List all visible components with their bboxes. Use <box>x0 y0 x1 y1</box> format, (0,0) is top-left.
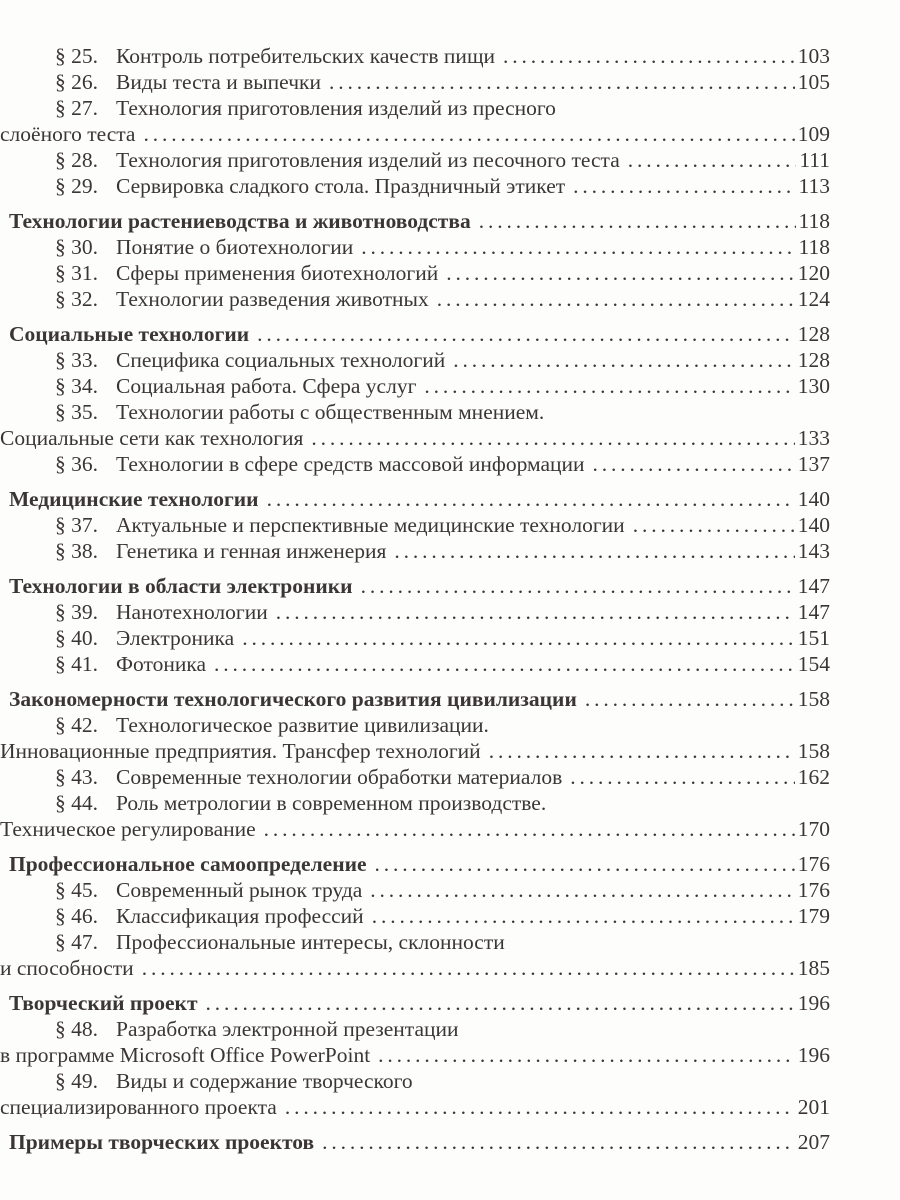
entry-title: Технологии разведения животных <box>116 287 429 311</box>
toc-entry[interactable] <box>0 425 900 451</box>
paragraph-number: § 32. <box>55 287 98 311</box>
dot-leader <box>570 764 795 790</box>
dot-leader <box>394 538 794 564</box>
paragraph-number: § 38. <box>55 539 98 563</box>
dot-leader <box>633 512 795 538</box>
paragraph-number: § 39. <box>55 600 98 624</box>
paragraph-number: § 47. <box>55 930 98 954</box>
dot-leader <box>489 738 795 764</box>
page-number: 140 <box>797 487 830 511</box>
toc-entry[interactable] <box>0 1016 900 1042</box>
entry-title: Социальные технологии <box>9 322 250 346</box>
toc-entry[interactable] <box>0 599 900 625</box>
toc-entry[interactable] <box>0 373 900 399</box>
entry-title: Технологии работы с общественным мнением. <box>116 400 545 424</box>
page-number: 130 <box>797 374 830 398</box>
paragraph-number: § 40. <box>55 626 98 650</box>
paragraph-number: § 46. <box>55 904 98 928</box>
paragraph-number: § 30. <box>55 235 98 259</box>
dot-leader <box>503 43 795 69</box>
entry-title: Фотоника <box>116 652 206 676</box>
dot-leader <box>361 573 795 599</box>
entry-title: Технология приготовления изделий из песочного теста <box>116 148 620 172</box>
page-number: 128 <box>797 348 830 372</box>
toc-section-heading[interactable] <box>0 990 900 1016</box>
entry-title: Социальная работа. Сфера услуг <box>116 374 417 398</box>
entry-title: Нанотехнологии <box>116 600 268 624</box>
dot-leader <box>446 260 795 286</box>
toc-entry[interactable] <box>0 121 900 147</box>
dot-leader <box>593 451 795 477</box>
paragraph-number: § 48. <box>55 1017 98 1041</box>
page-number: 137 <box>797 452 830 476</box>
toc-entry[interactable] <box>0 625 900 651</box>
page-number: 113 <box>798 174 830 198</box>
page-number: 105 <box>797 70 830 94</box>
toc-section-heading[interactable] <box>0 851 900 877</box>
toc-entry[interactable] <box>0 877 900 903</box>
page-number: 185 <box>797 956 830 980</box>
toc-entry[interactable] <box>0 538 900 564</box>
toc-section-heading[interactable] <box>0 573 900 599</box>
dot-leader <box>361 234 795 260</box>
entry-title: Современные технологии обработки материалов <box>116 765 563 789</box>
dot-leader <box>311 425 794 451</box>
dot-leader <box>142 955 795 981</box>
entry-title: в программе Microsoft Office PowerPoint <box>0 1043 371 1067</box>
toc-entry[interactable] <box>0 764 900 790</box>
toc-entry[interactable] <box>0 929 900 955</box>
paragraph-number: § 34. <box>55 374 98 398</box>
dot-leader <box>242 625 795 651</box>
entry-title: Примеры творческих проектов <box>9 1130 315 1154</box>
dot-leader <box>375 851 795 877</box>
toc-entry[interactable] <box>0 173 900 199</box>
toc-entry[interactable] <box>0 712 900 738</box>
dot-leader <box>276 599 795 625</box>
page-number: 109 <box>797 122 830 146</box>
page-number: 196 <box>797 1043 830 1067</box>
page-number: 207 <box>797 1130 830 1154</box>
entry-title: Закономерности технологического развития цивилизации <box>9 687 577 711</box>
toc-entry[interactable] <box>0 147 900 173</box>
entry-title: Сферы применения биотехнологий <box>116 261 439 285</box>
entry-title: Актуальные и перспективные медицинские технологии <box>116 513 625 537</box>
entry-title: слоёного теста <box>0 122 136 146</box>
page-number: 120 <box>797 261 830 285</box>
entry-title: Генетика и генная инженерия <box>116 539 387 563</box>
toc-section-heading[interactable] <box>0 1129 900 1155</box>
toc-entry[interactable] <box>0 399 900 425</box>
toc-entry[interactable] <box>0 347 900 373</box>
toc-section-heading[interactable] <box>0 321 900 347</box>
entry-title: Технологии растениеводства и животноводства <box>9 209 471 233</box>
entry-title: Сервировка сладкого стола. Праздничный этикет <box>116 174 566 198</box>
entry-title: Профессиональное самоопределение <box>9 852 367 876</box>
entry-title: Техническое регулирование <box>0 817 256 841</box>
toc-entry[interactable] <box>0 234 900 260</box>
toc-entry[interactable] <box>0 1094 900 1120</box>
toc-entry[interactable] <box>0 1042 900 1068</box>
toc-entry[interactable] <box>0 790 900 816</box>
dot-leader <box>267 486 795 512</box>
paragraph-number: § 41. <box>55 652 98 676</box>
paragraph-number: § 45. <box>55 878 98 902</box>
toc-entry[interactable] <box>0 816 900 842</box>
entry-title: Роль метрологии в современном производстве. <box>116 791 547 815</box>
entry-title: Профессиональные интересы, склонности <box>116 930 505 954</box>
dot-leader <box>257 321 795 347</box>
page-number: 133 <box>797 426 830 450</box>
toc-entry[interactable] <box>0 95 900 121</box>
page-number: 147 <box>797 574 830 598</box>
toc-entry[interactable] <box>0 955 900 981</box>
dot-leader <box>585 686 795 712</box>
page-number: 176 <box>797 852 830 876</box>
entry-title: Понятие о биотехнологии <box>116 235 354 259</box>
toc-entry[interactable] <box>0 738 900 764</box>
entry-title: Технологии в области электроники <box>9 574 353 598</box>
toc-entry[interactable] <box>0 1068 900 1094</box>
page-number: 154 <box>797 652 830 676</box>
page-number: 124 <box>797 287 830 311</box>
dot-leader <box>264 816 795 842</box>
entry-title: Специфика социальных технологий <box>116 348 446 372</box>
paragraph-number: § 44. <box>55 791 98 815</box>
page-number: 170 <box>797 817 830 841</box>
dot-leader <box>329 69 795 95</box>
toc-section-heading[interactable] <box>0 686 900 712</box>
page-number: 118 <box>798 209 830 233</box>
toc-entry[interactable] <box>0 43 900 69</box>
dot-leader <box>372 903 795 929</box>
paragraph-number: § 29. <box>55 174 98 198</box>
toc-entry[interactable] <box>0 651 900 677</box>
entry-title: специализированного проекта <box>0 1095 277 1119</box>
dot-leader <box>206 990 795 1016</box>
dot-leader <box>437 286 795 312</box>
dot-leader <box>370 877 794 903</box>
paragraph-number: § 43. <box>55 765 98 789</box>
entry-title: и способности <box>0 956 134 980</box>
toc-entry[interactable] <box>0 69 900 95</box>
entry-title: Разработка электронной презентации <box>116 1017 459 1041</box>
entry-title: Технологическое развитие цивилизации. <box>116 713 489 737</box>
toc-entry[interactable] <box>0 286 900 312</box>
entry-title: Виды теста и выпечки <box>116 70 321 94</box>
toc-entry[interactable] <box>0 903 900 929</box>
entry-title: Контроль потребительских качеств пищи <box>116 44 496 68</box>
table-of-contents <box>0 43 900 1155</box>
dot-leader <box>322 1129 795 1155</box>
dot-leader <box>453 347 795 373</box>
toc-entry[interactable] <box>0 512 900 538</box>
paragraph-number: § 26. <box>55 70 98 94</box>
page-number: 140 <box>797 513 830 537</box>
toc-section-heading[interactable] <box>0 208 900 234</box>
page-number: 128 <box>797 322 830 346</box>
page-number: 103 <box>797 44 830 68</box>
entry-title: Виды и содержание творческого <box>116 1069 413 1093</box>
page-number: 111 <box>799 148 830 172</box>
toc-entry[interactable] <box>0 260 900 286</box>
paragraph-number: § 49. <box>55 1069 98 1093</box>
entry-title: Медицинские технологии <box>9 487 259 511</box>
entry-title: Инновационные предприятия. Трансфер технологий <box>0 739 481 763</box>
dot-leader <box>143 121 794 147</box>
page-number: 201 <box>797 1095 830 1119</box>
toc-entry[interactable] <box>0 451 900 477</box>
paragraph-number: § 31. <box>55 261 98 285</box>
entry-title: Электроника <box>116 626 235 650</box>
dot-leader <box>479 208 796 234</box>
page-number: 158 <box>797 739 830 763</box>
dot-leader <box>424 373 794 399</box>
page-number: 147 <box>797 600 830 624</box>
entry-title: Современный рынок труда <box>116 878 363 902</box>
entry-title: Социальные сети как технология <box>0 426 304 450</box>
entry-title: Творческий проект <box>9 991 198 1015</box>
entry-title: Технология приготовления изделий из пресного <box>116 96 556 120</box>
dot-leader <box>378 1042 795 1068</box>
dot-leader <box>573 173 795 199</box>
page-number: 176 <box>797 878 830 902</box>
paragraph-number: § 27. <box>55 96 98 120</box>
entry-title: Технологии в сфере средств массовой информации <box>116 452 585 476</box>
page-number: 151 <box>797 626 830 650</box>
paragraph-number: § 25. <box>55 44 98 68</box>
paragraph-number: § 28. <box>55 148 98 172</box>
entry-title: Классификация профессий <box>116 904 364 928</box>
toc-section-heading[interactable] <box>0 486 900 512</box>
paragraph-number: § 35. <box>55 400 98 424</box>
paragraph-number: § 33. <box>55 348 98 372</box>
page-number: 158 <box>797 687 830 711</box>
page-number: 179 <box>797 904 830 928</box>
dot-leader <box>214 651 795 677</box>
page-number: 118 <box>798 235 830 259</box>
page-number: 162 <box>797 765 830 789</box>
paragraph-number: § 36. <box>55 452 98 476</box>
paragraph-number: § 37. <box>55 513 98 537</box>
page-number: 143 <box>797 539 830 563</box>
dot-leader <box>628 147 797 173</box>
page-number: 196 <box>797 991 830 1015</box>
dot-leader <box>285 1094 795 1120</box>
paragraph-number: § 42. <box>55 713 98 737</box>
